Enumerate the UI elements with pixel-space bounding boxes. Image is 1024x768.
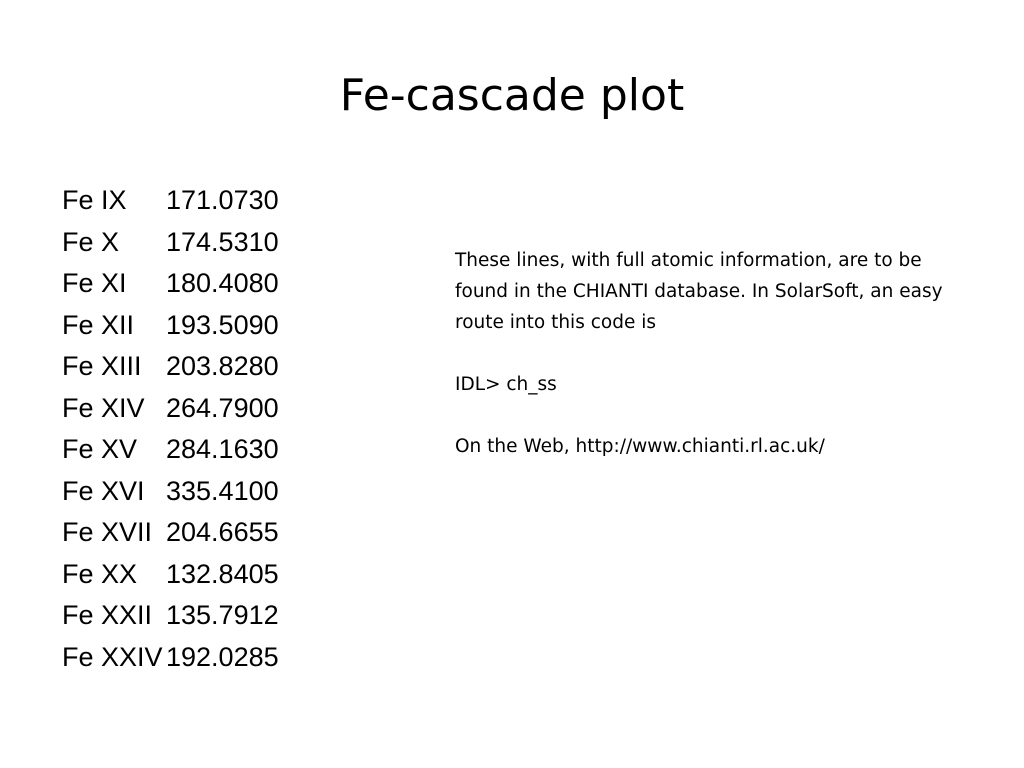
fe-lines-list <box>62 180 279 678</box>
wavelength-value: 203.8280 <box>166 351 279 381</box>
list-item <box>62 346 279 388</box>
list-item <box>62 180 279 222</box>
notes-paragraph: These lines, with full atomic information, are to be found in the CHIANTI database. In SolarSoft, an easy route into this code is <box>455 250 943 333</box>
ion-label: Fe XXII <box>62 600 153 630</box>
ion-label: Fe XVII <box>62 517 153 547</box>
wavelength-value: 335.4100 <box>166 475 279 506</box>
wavelength-value: 264.7900 <box>166 392 279 423</box>
list-item <box>62 471 279 513</box>
notes-text-box <box>455 245 975 462</box>
ion-label: Fe XII <box>62 309 135 340</box>
list-item <box>62 637 279 679</box>
ion-label: Fe XV <box>62 434 138 464</box>
list-item <box>62 263 279 305</box>
wavelength-value: 180.4080 <box>166 268 279 298</box>
list-item <box>62 222 279 264</box>
paragraph-spacer <box>455 338 975 369</box>
wavelength-value: 204.6655 <box>166 517 279 547</box>
ion-label: Fe XIV <box>62 392 145 423</box>
ion-label: Fe XXIV <box>62 641 163 672</box>
wavelength-value: 171.0730 <box>166 185 279 215</box>
ion-label: Fe XVI <box>62 475 145 506</box>
list-item <box>62 305 279 347</box>
slide-title: Fe-cascade plot <box>339 70 685 121</box>
wavelength-value: 284.1630 <box>166 434 279 464</box>
web-reference: On the Web, http://www.chianti.rl.ac.uk/ <box>455 436 825 457</box>
ion-label: Fe XIII <box>62 351 142 381</box>
ion-label: Fe X <box>62 226 120 257</box>
ion-label: Fe XX <box>62 558 138 589</box>
ion-label: Fe XI <box>62 268 127 298</box>
list-item <box>62 429 279 471</box>
list-item <box>62 554 279 596</box>
list-item <box>62 388 279 430</box>
idl-command: IDL> ch_ss <box>455 374 557 395</box>
wavelength-value: 192.0285 <box>166 641 279 672</box>
wavelength-value: 132.8405 <box>166 558 279 589</box>
list-item <box>62 595 279 637</box>
ion-label: Fe IX <box>62 185 127 215</box>
wavelength-value: 193.5090 <box>166 309 279 340</box>
list-item <box>62 512 279 554</box>
wavelength-value: 174.5310 <box>166 226 279 257</box>
wavelength-value: 135.7912 <box>166 600 279 630</box>
paragraph-spacer <box>455 400 975 431</box>
